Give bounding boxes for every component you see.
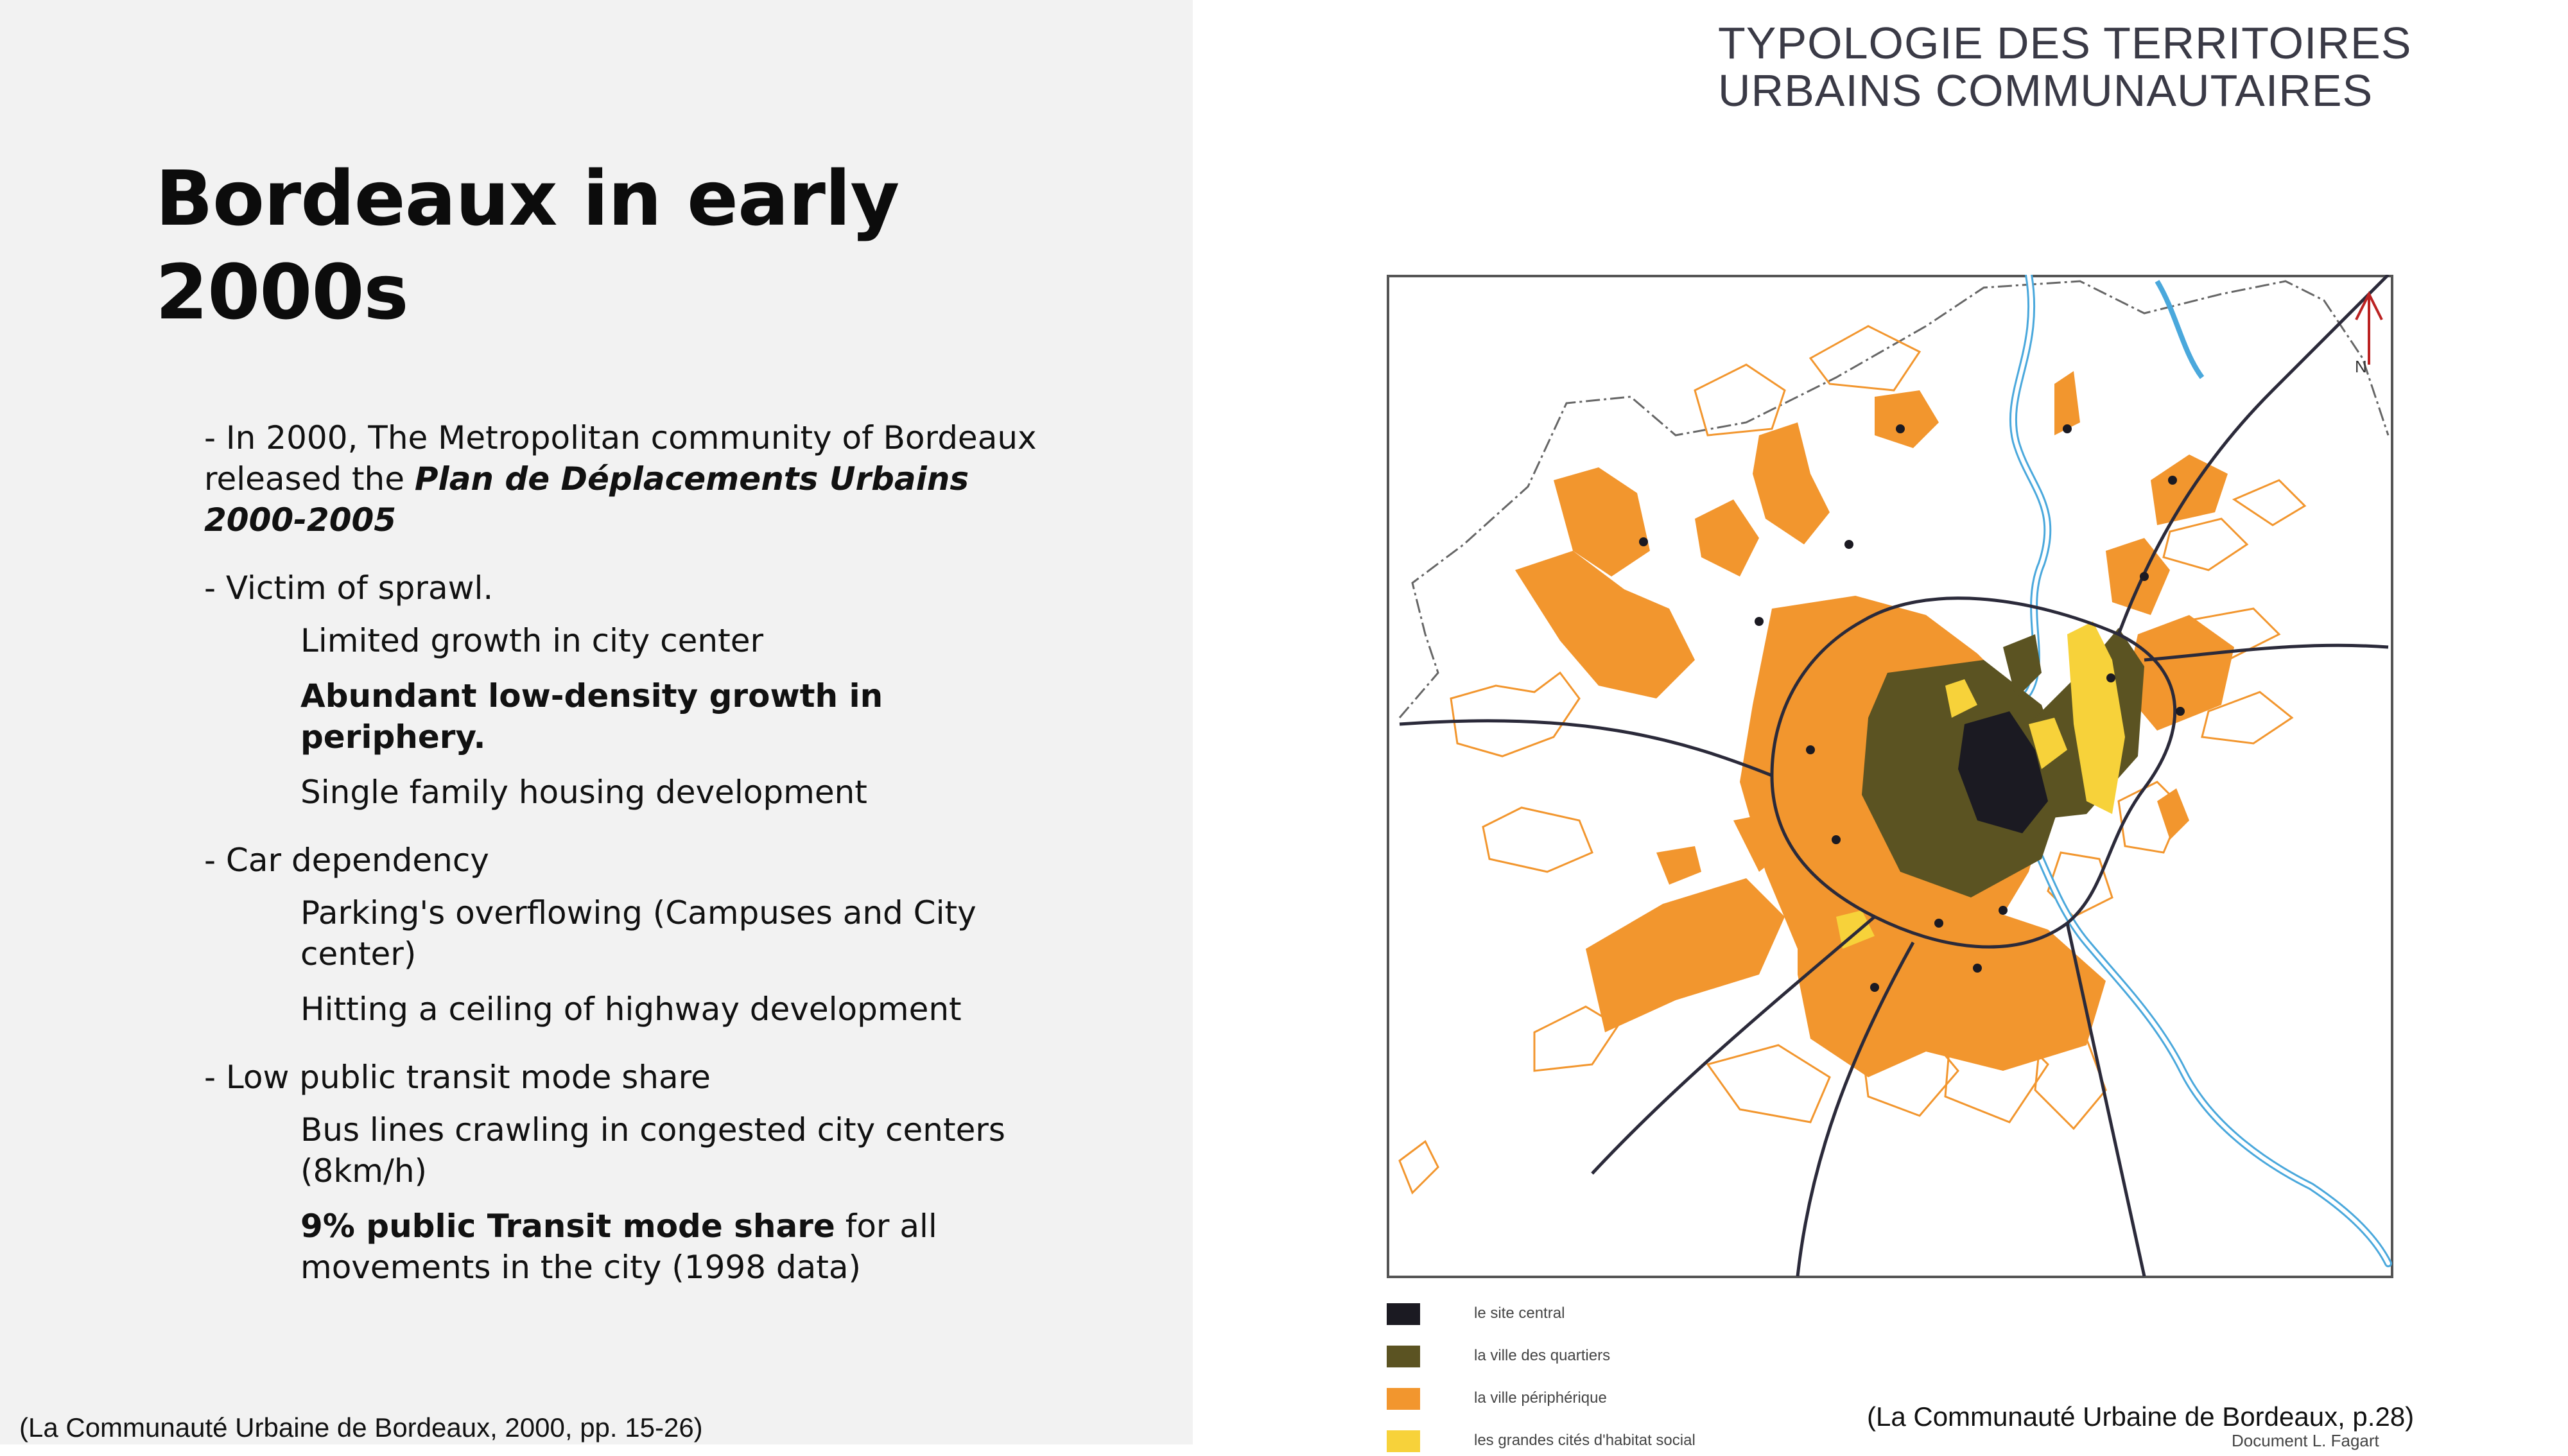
commune-marker [1806,745,1815,754]
bullet-group-transit [204,1057,1058,1288]
citation-left: (La Communauté Urbaine de Bordeaux, 2000, pp. 15-26) [19,1412,703,1443]
legend-swatch-central [1387,1303,1420,1325]
plan-name: Plan de Déplacements Urbains 2000-2005 [204,460,969,539]
sub-bullet: Abundant low-density growth in periphery. [300,677,883,756]
legend-label: les grandes cités d'habitat social [1474,1432,1696,1449]
commune-marker [2168,476,2177,485]
commune-marker [2063,424,2072,433]
north-label: N [2355,357,2367,376]
bullet-group-sprawl [204,568,1058,813]
commune-marker [1755,617,1764,626]
bullet-group-car [204,840,1058,1030]
sub-bullet: Bus lines crawling in congested city centers (8km/h) [300,1111,1005,1190]
legend-swatch-quartiers [1387,1346,1420,1367]
map-title-line-1: TYPOLOGIE DES TERRITOIRES [1718,18,2412,68]
sub-bullet: Limited growth in city center [300,622,764,659]
sub-bullet-mode-share [300,1206,1058,1288]
bullet-transit: - Low public transit mode share [204,1059,711,1096]
commune-marker [1639,537,1648,546]
citation-right: (La Communauté Urbaine de Bordeaux, p.28) [1867,1401,2415,1432]
sub-bullet: Hitting a ceiling of highway development [300,991,962,1028]
commune-marker [1870,983,1879,992]
mode-share-bold: 9% public Transit mode share [300,1208,835,1245]
legend-label: la ville périphérique [1474,1389,1607,1407]
mode-share-rest: for all movements in the city (1998 data) [300,1208,937,1286]
territory-map [1387,275,2393,1278]
legend-swatch-periphery [1387,1388,1420,1410]
commune-marker [1934,919,1943,928]
commune-marker [1896,424,1905,433]
commune-marker [1844,540,1853,549]
commune-marker [1832,835,1841,844]
commune-marker [2106,673,2115,682]
commune-marker [1973,964,1982,973]
bullet-intro [204,417,1058,541]
map-title-line-2: URBAINS COMMUNAUTAIRES [1718,65,2373,116]
legend-label: le site central [1474,1304,1565,1322]
bullet-sprawl: - Victim of sprawl. [204,569,494,607]
sub-bullet: Parking's overflowing (Campuses and City center) [300,894,976,973]
commune-marker [2140,572,2149,581]
map-author: Document L. Fagart [2232,1431,2379,1450]
text-panel [0,0,1193,1444]
legend-label: la ville des quartiers [1474,1347,1611,1364]
bullet-car: - Car dependency [204,842,489,879]
sub-bullet: Single family housing development [300,774,867,811]
bullet-intro-text: - In 2000, The Metropolitan community of Bordeaux released the [204,419,1037,498]
commune-marker [2176,707,2185,716]
map-title [1718,19,2411,114]
bullet-outline [204,417,1058,1315]
commune-marker [1999,906,2008,915]
slide-title: Bordeaux in early 2000s [155,154,899,336]
legend-swatch-social [1387,1430,1420,1452]
